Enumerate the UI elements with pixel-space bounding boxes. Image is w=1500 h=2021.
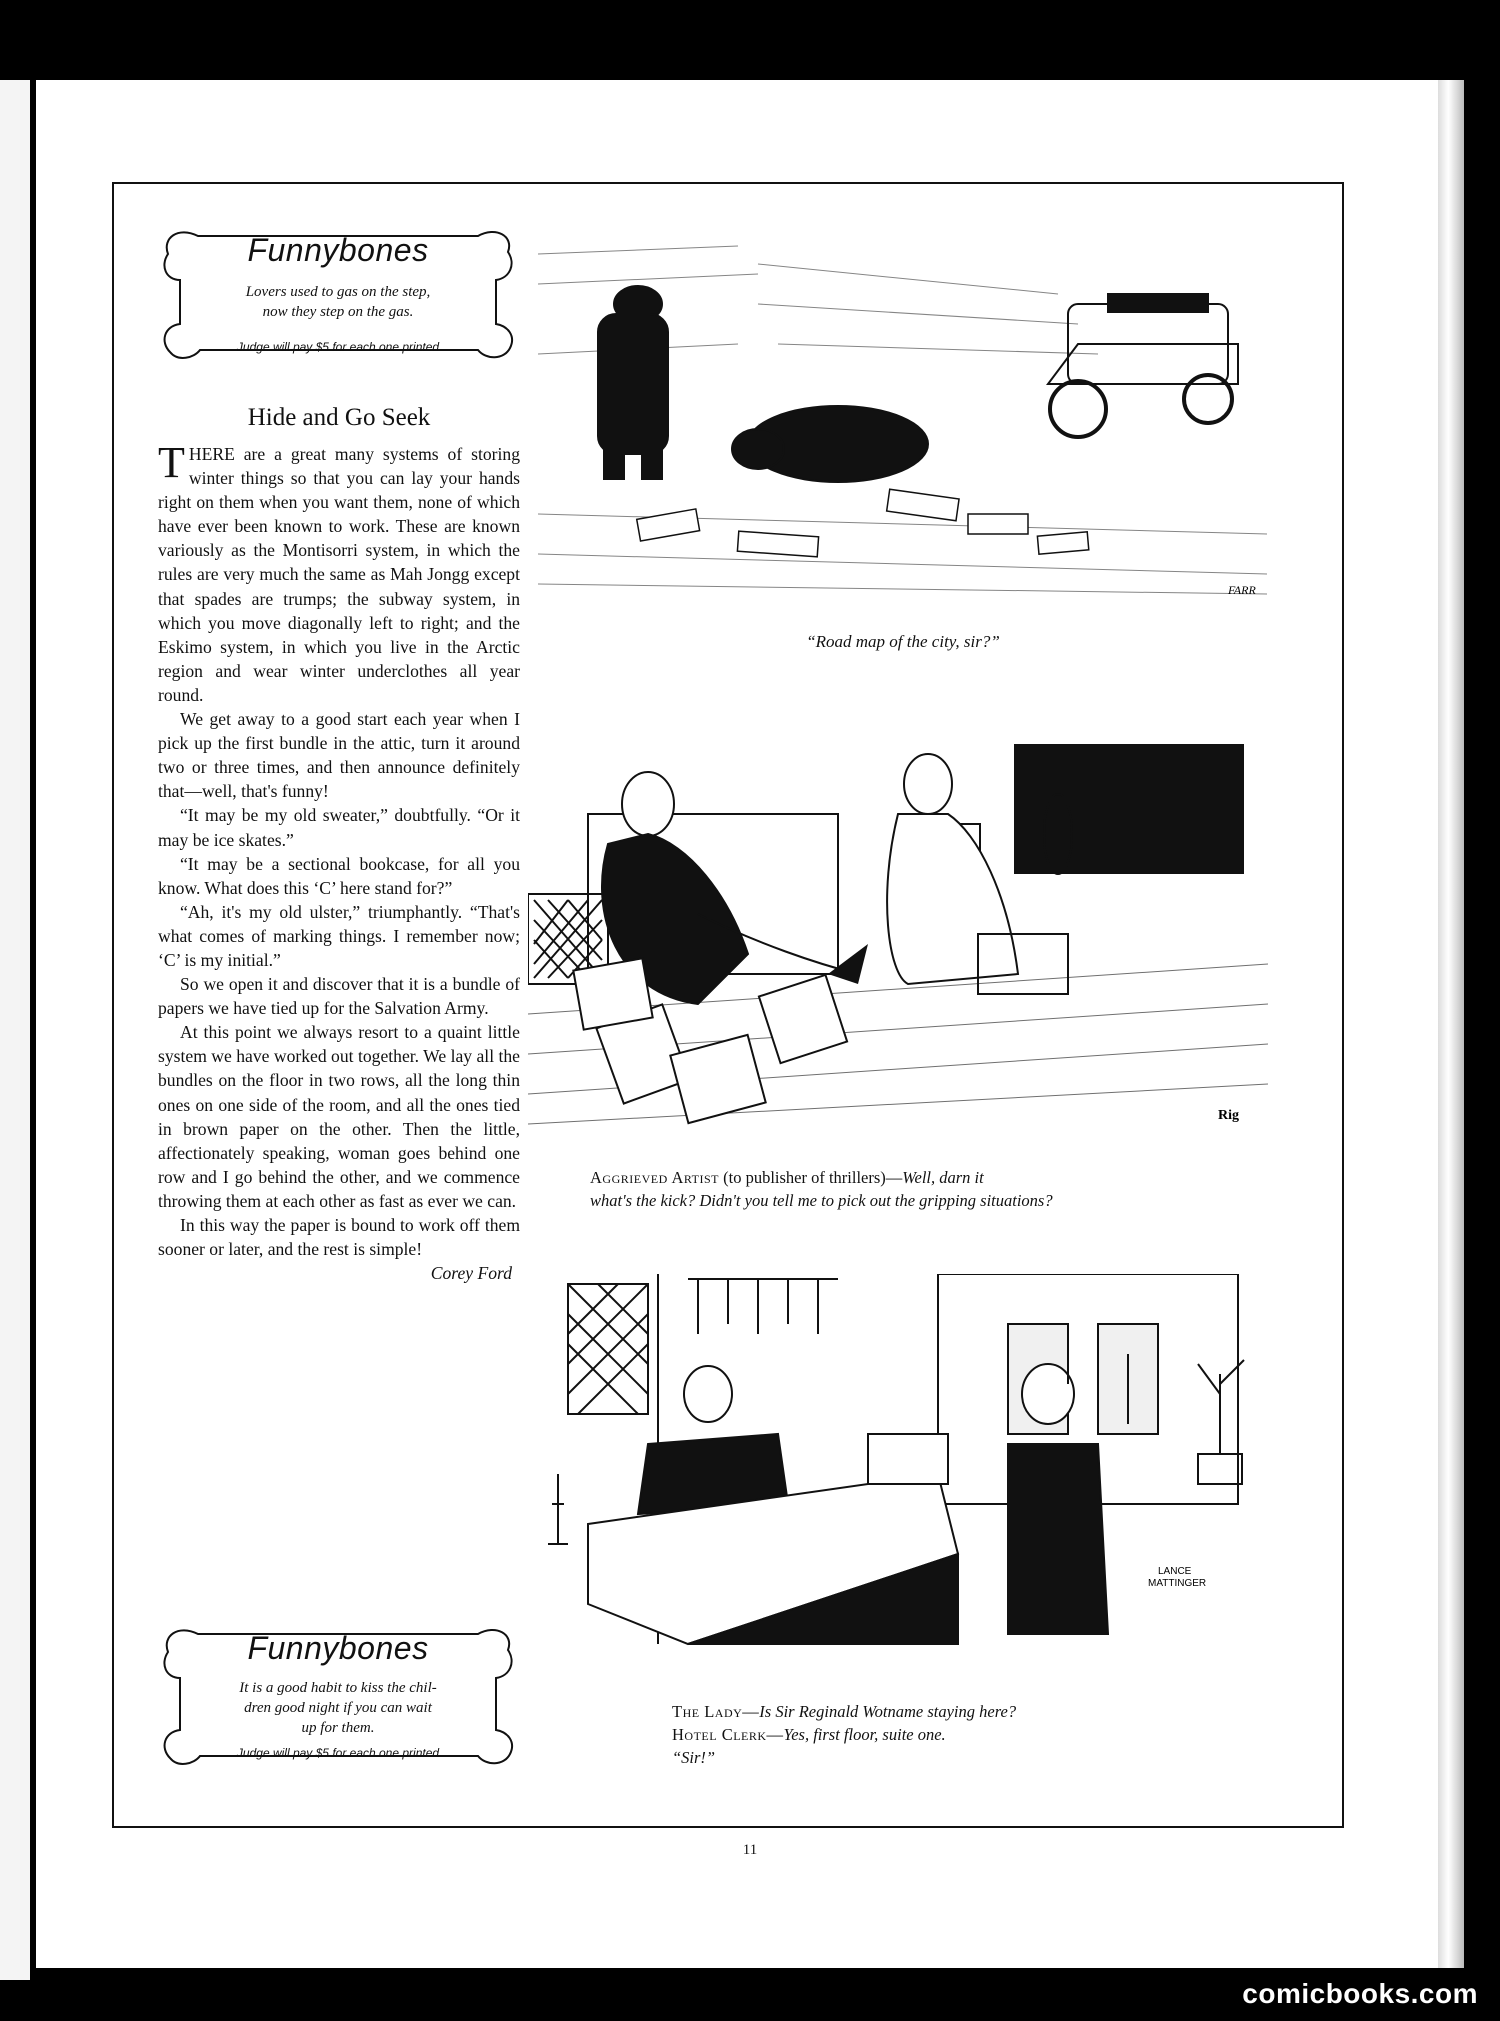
cartoon-caption-hotel <box>672 1700 1272 1769</box>
article-paragraph: At this point we always resort to a quaint little system we have worked out together. We lay all the bundles on the floor in two rows, all the long thin ones on one side of the room, and all the ones tied in brown paper on the other. Then the little, affectionately speaking, woman goes behind one row and I go behind the other, and we commence throwing them at each other as fast as ever we can. <box>158 1022 520 1211</box>
funnybones-offer: Judge will pay $5 for each one printed <box>236 340 440 354</box>
facing-page-edge <box>0 80 30 1980</box>
article-paragraph: “It may be my old sweater,” doubtfully. “Or it may be ice skates.” <box>158 805 520 850</box>
article-paragraph: So we open it and discover that it is a bundle of papers we have tied up for the Salvation Army. <box>158 974 520 1019</box>
cartoon-signature: Rig <box>1218 1108 1239 1123</box>
dialogue: “Sir!” <box>672 1748 716 1767</box>
cartoon-caption-road-map: “Road map of the city, sir?” <box>806 632 1000 651</box>
article-paragraph: “Ah, it's my old ulster,” triumphantly. “That's what comes of marking things. I remember now; ‘C’ is my initial.” <box>158 901 520 970</box>
dialogue: Well, darn it <box>902 1168 984 1187</box>
paragraph-text: HERE are a great many systems of storing winter things so that you can lay your hands right on them when you want them, none of which have ever been known to work. These are known variously as the Montisorri system, in which the rules are very much the same as Mah Jongg except that spades are trumps; the subway system, in which you move diagonally left to right; and the Eskimo system, in which you live in the Arctic region and wear winter underclothes all year round. <box>158 444 520 705</box>
cartoon-caption-artist <box>590 1166 1290 1212</box>
funnybones-box-top <box>158 224 518 364</box>
cartoon-signature: FARR <box>1228 583 1256 597</box>
cartoon-road-map-illustration <box>538 234 1268 604</box>
joke-line: up for them. <box>301 1720 375 1736</box>
joke-line: Lovers used to gas on the step, <box>245 284 431 300</box>
cartoon-artist-illustration <box>528 714 1268 1134</box>
article-title: Hide and Go Seek <box>247 404 431 431</box>
funnybones-offer: Judge will pay $5 for each one printed <box>236 1746 440 1760</box>
paragraph-text: In this way the paper is bound to work off them sooner or later, and the rest is simple! <box>158 1215 520 1260</box>
cartoon-signature: MATTINGER <box>1148 1578 1207 1589</box>
joke-line: It is a good habit to kiss the chil- <box>239 1680 437 1696</box>
article-paragraph <box>158 1213 520 1284</box>
joke-line: dren good night if you can wait <box>244 1700 432 1716</box>
page-border-frame <box>112 182 1344 1828</box>
cartoon-signature: LANCE <box>1158 1566 1192 1577</box>
speaker-name: Aggrieved Artist <box>590 1168 719 1187</box>
page-number: 11 <box>742 1842 758 1858</box>
funnybones-box-bottom <box>158 1622 518 1762</box>
speaker-name: The Lady— <box>672 1702 760 1721</box>
drop-cap: T <box>158 438 185 487</box>
funnybones-joke <box>208 282 468 322</box>
funnybones-title: Funnybones <box>247 232 429 268</box>
cartoon-hotel-clerk-illustration <box>538 1274 1268 1674</box>
speaker-name: Hotel Clerk— <box>672 1725 784 1744</box>
funnybones-joke <box>208 1678 468 1738</box>
watermark: comicbooks.com <box>1242 1978 1478 2009</box>
dialogue: Yes, first floor, suite one. <box>783 1725 946 1744</box>
byline: Corey Ford <box>430 1263 512 1284</box>
article-paragraph: “It may be a sectional bookcase, for all you know. What does this ‘C’ here stand for?” <box>158 853 520 898</box>
dialogue: Is Sir Reginald Wotname staying here? <box>759 1702 1017 1721</box>
article-body <box>158 438 520 1285</box>
dialogue: what's the kick? Didn't you tell me to pick out the gripping situations? <box>590 1191 1053 1210</box>
funnybones-title: Funnybones <box>247 1630 429 1666</box>
page-edge-shadow <box>1438 80 1464 1968</box>
article-paragraph <box>158 438 520 707</box>
article-paragraph: We get away to a good start each year when I pick up the first bundle in the attic, turn it around two or three times, and then announce definitely that—well, that's funny! <box>158 709 520 802</box>
stage-direction: (to publisher of thrillers)— <box>723 1168 903 1187</box>
joke-line: now they step on the gas. <box>262 304 414 320</box>
